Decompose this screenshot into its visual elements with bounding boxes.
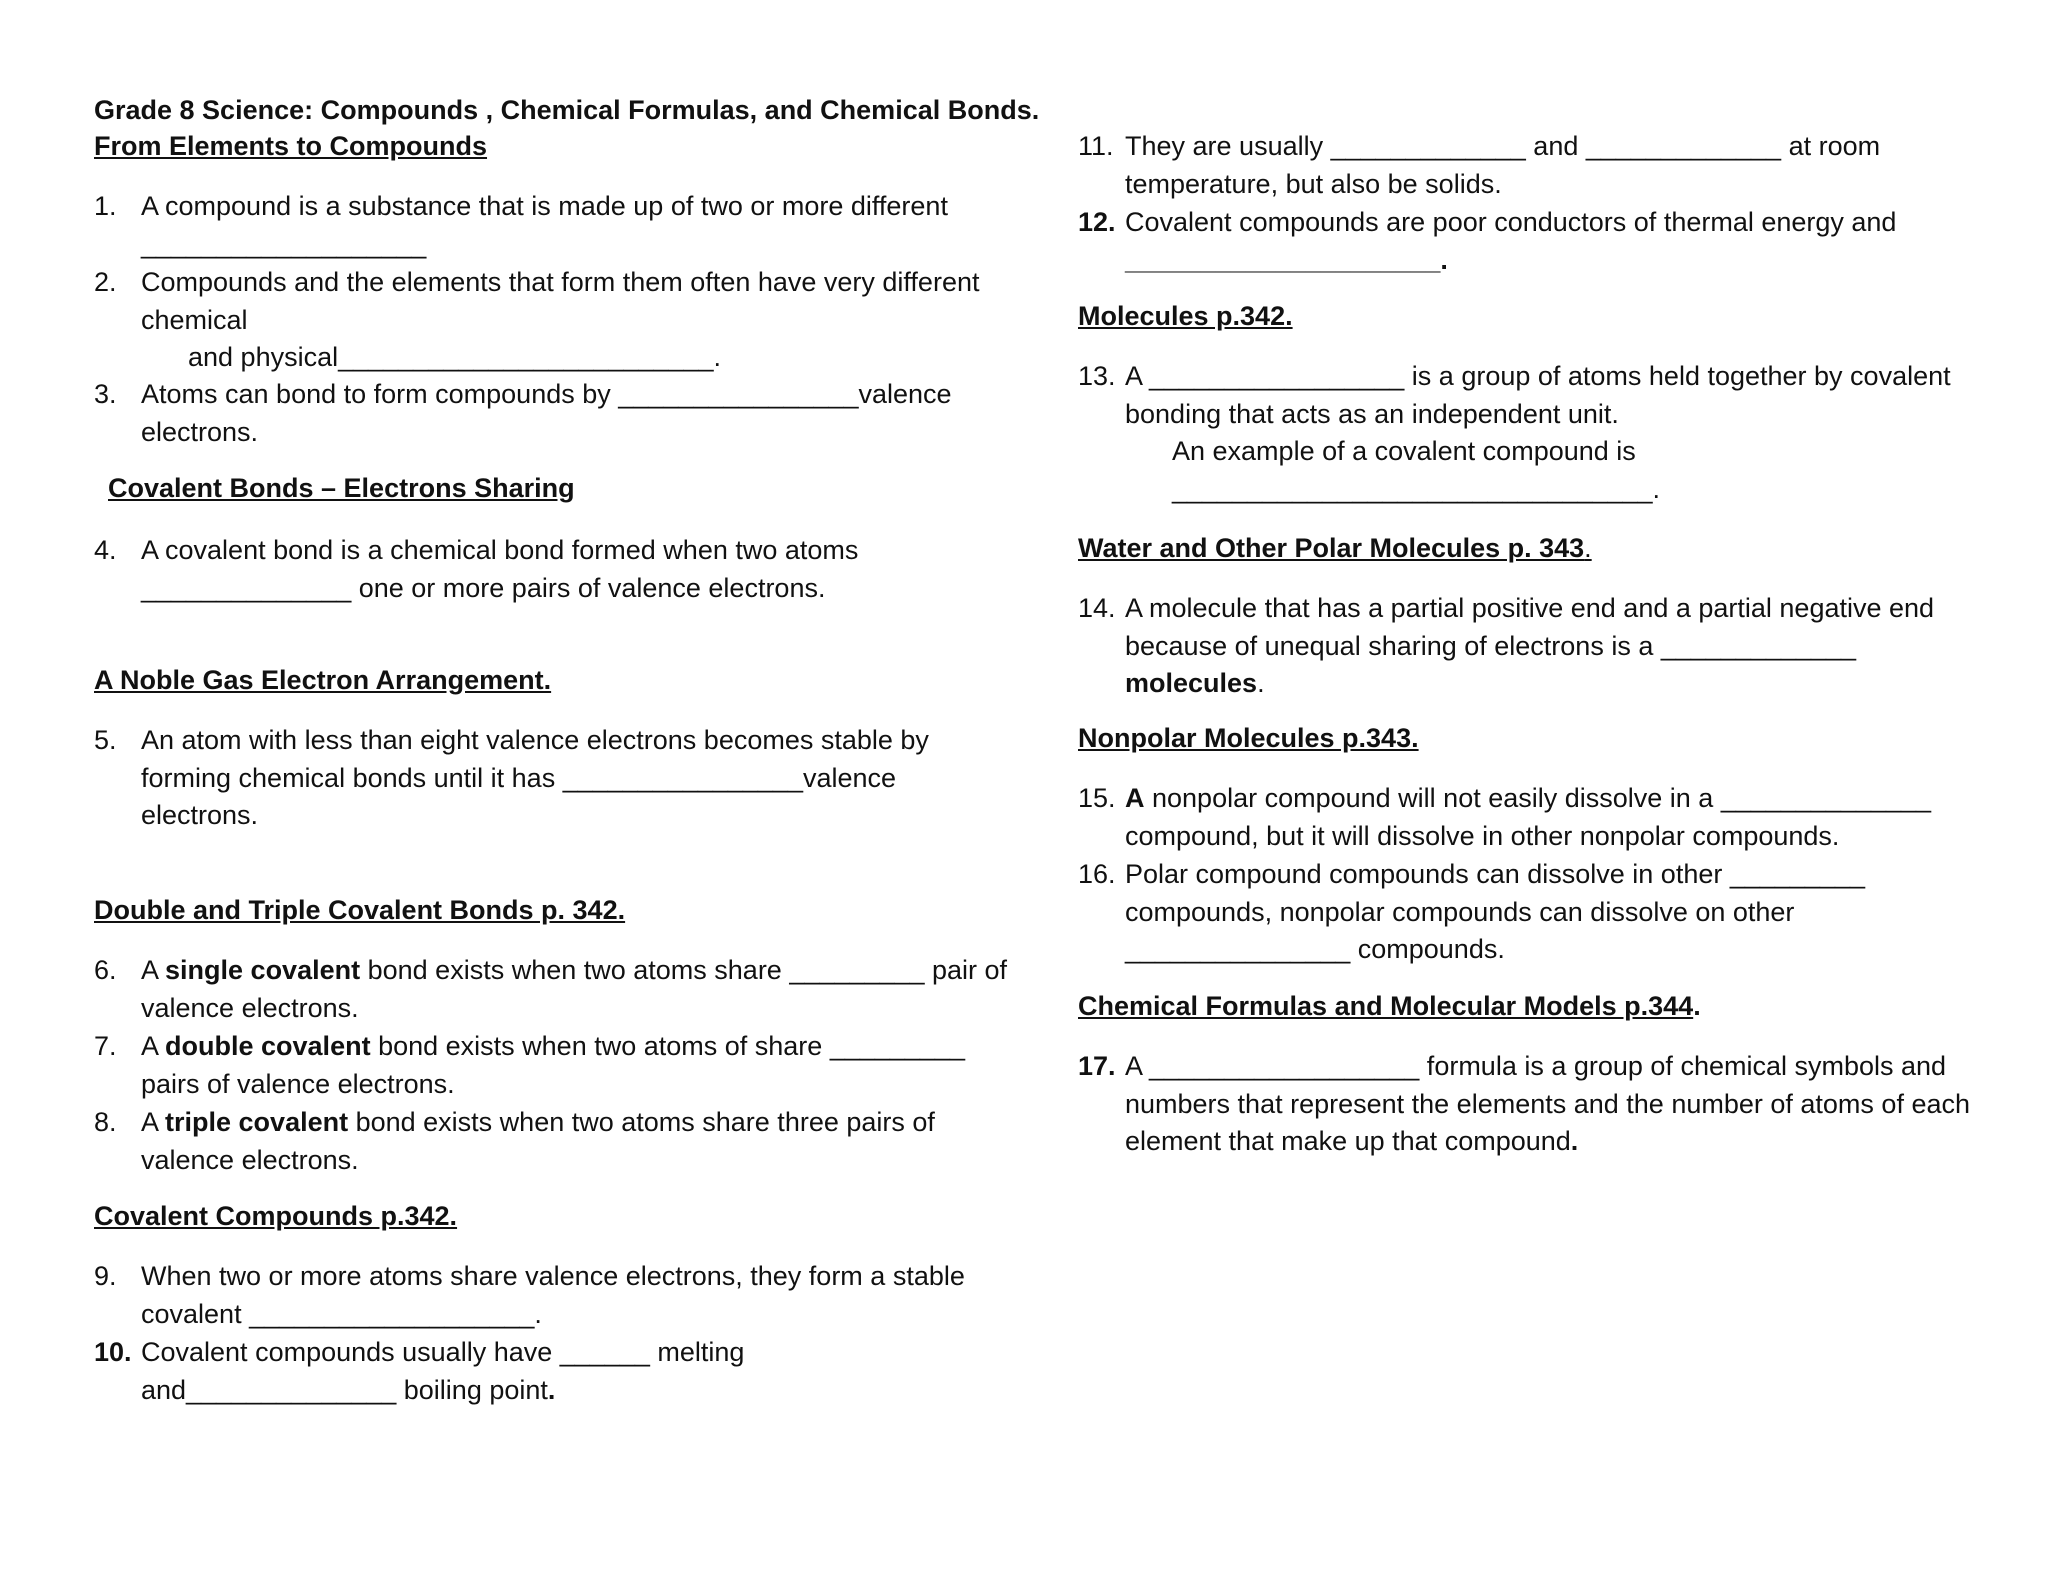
- question-number: 9.: [94, 1261, 117, 1291]
- answer-blank: _____________________.: [1125, 244, 1448, 275]
- question-text: A __________________ formula is a group of chemical symbols and numbers that represent the elements and the number of atoms of each element that make up that compound.: [1125, 1051, 1970, 1156]
- question-number: 4.: [94, 535, 117, 565]
- section-heading-nonpolar-molecules: Nonpolar Molecules p.343.: [1078, 723, 1419, 753]
- question-text: A nonpolar compound will not easily dissolve in a ______________ compound, but it will dissolve in other nonpolar compounds.: [1125, 783, 1932, 851]
- question-text: A compound is a substance that is made up of two or more different ___________________: [141, 188, 948, 263]
- question-text: An atom with less than eight valence electrons becomes stable by forming chemical bonds until it has ________________valence electrons.: [141, 725, 929, 830]
- key-term: double covalent: [165, 1031, 371, 1061]
- question-number: 15.: [1078, 783, 1116, 813]
- question-number: 12.: [1078, 207, 1116, 237]
- question-text: Polar compound compounds can dissolve in other _________ compounds, nonpolar compounds can dissolve on other _______________ compounds.: [1125, 859, 1865, 964]
- question-text: A molecule that has a partial positive end and a partial negative end because of unequal sharing of electrons is a _____________ molecules.: [1125, 593, 1935, 698]
- question-text: Covalent compounds usually have ______ melting and______________ boiling point.: [141, 1337, 745, 1405]
- question-number: 7.: [94, 1031, 117, 1061]
- worksheet-title: Grade 8 Science: Compounds , Chemical Formulas, and Chemical Bonds.: [94, 95, 1040, 125]
- section-heading-noble-gas: A Noble Gas Electron Arrangement.: [94, 665, 552, 695]
- question-text: When two or more atoms share valence electrons, they form a stable covalent ___________________.: [141, 1261, 965, 1329]
- question-number: 11.: [1078, 131, 1114, 161]
- question-text: A covalent bond is a chemical bond formed when two atoms ______________ one or more pairs of valence electrons.: [141, 535, 859, 603]
- question-text: Compounds and the elements that form them often have very different chemical and physical_________________________.: [141, 267, 980, 372]
- question-number: 17.: [1078, 1051, 1116, 1081]
- question-number: 1.: [94, 191, 117, 221]
- section-heading-polar-molecules: Water and Other Polar Molecules p. 343.: [1078, 533, 1592, 563]
- question-number: 6.: [94, 955, 117, 985]
- question-number: 10.: [94, 1337, 132, 1367]
- section-heading-molecules: Molecules p.342.: [1078, 301, 1293, 331]
- question-text: A triple covalent bond exists when two atoms share three pairs of valence electrons.: [141, 1107, 935, 1175]
- question-text: Atoms can bond to form compounds by ________________valence electrons.: [141, 379, 952, 447]
- question-number: 16.: [1078, 859, 1116, 889]
- key-term: molecules: [1125, 668, 1258, 698]
- question-number: 3.: [94, 379, 117, 409]
- section-heading-chemical-formulas: Chemical Formulas and Molecular Models p.344.: [1078, 991, 1701, 1021]
- section-heading-covalent-compounds: Covalent Compounds p.342.: [94, 1201, 458, 1231]
- question-text: A single covalent bond exists when two atoms share _________ pair of valence electrons.: [141, 955, 1008, 1023]
- question-number: 14.: [1078, 593, 1116, 623]
- question-text: A double covalent bond exists when two atoms of share _________ pairs of valence electrons.: [141, 1031, 965, 1099]
- section-heading-covalent-bonds: Covalent Bonds – Electrons Sharing: [108, 473, 575, 503]
- answer-blank: ___________________: [141, 228, 427, 259]
- question-text: They are usually _____________ and _____________ at room temperature, but also be solids.: [1125, 131, 1881, 199]
- key-term: triple covalent: [165, 1107, 349, 1137]
- question-text: A _________________ is a group of atoms held together by covalent bonding that acts as an independent unit. An example of a covalent compound is ________________________________.: [1125, 361, 1951, 504]
- key-term: single covalent: [165, 955, 361, 985]
- question-number: 8.: [94, 1107, 117, 1137]
- question-number: 5.: [94, 725, 117, 755]
- question-text: Covalent compounds are poor conductors of thermal energy and _____________________.: [1125, 204, 1896, 279]
- section-heading-elements-to-compounds: From Elements to Compounds: [94, 131, 488, 161]
- question-number: 2.: [94, 267, 117, 297]
- question-number: 13.: [1078, 361, 1116, 391]
- section-heading-double-triple-bonds: Double and Triple Covalent Bonds p. 342.: [94, 895, 626, 925]
